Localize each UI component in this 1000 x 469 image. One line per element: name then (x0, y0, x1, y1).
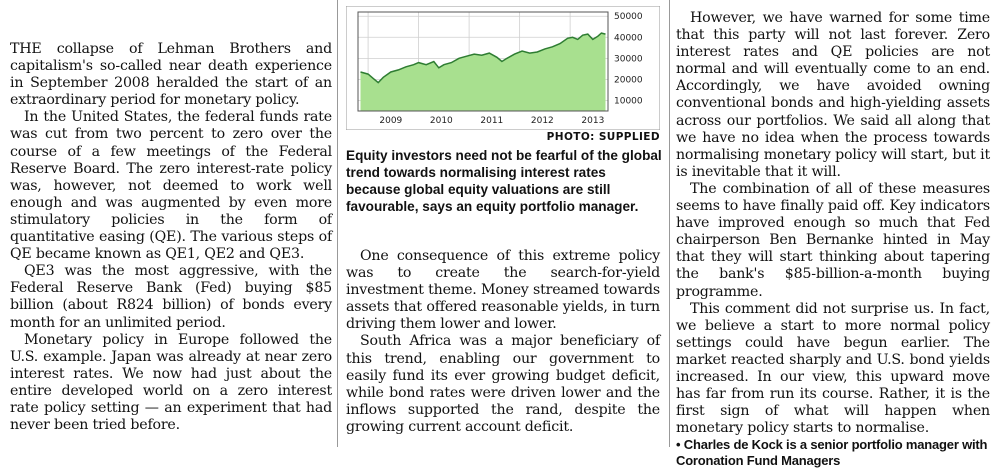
paragraph: One consequence of this extreme policy was to create the search-for-yield investment theme. Money streamed towards assets that offered reasonable yields, in turn driving them lower and lower. (346, 248, 660, 333)
paragraph: South Africa was a major beneficiary of this trend, enabling our government to easily fund its ever growing budget deficit, while bond rates were driven lower and the inflows supported the rand, despite the growing current account deficit. (346, 333, 660, 435)
paragraph: Monetary policy in Europe followed the U.S. example. Japan was already at near zero interest rates. We now had just about the entire developed world on a zero interest rate policy setting — an experiment that had never been tried before. (10, 331, 332, 434)
paragraph: In the United States, the federal funds rate was cut from two percent to zero over the course of a few meetings of the Federal Reserve Board. The zero interest-rate policy was, however, not deemed to work well enough and was augmented by even more stimulatory policies in the form of quantitative easing (QE). The various steps of QE became known as QE1, QE2 and QE3. (10, 109, 332, 263)
paragraph: However, we have warned for some time that this party will not last forever. Zero interest rates and QE policies are not normal and will eventually come to an end. Accordingly, we have avoided owning conventional bonds and high-yielding assets across our portfolios. We said all along that we have no idea when the process towards normalising monetary policy will start, but it is inevitable that it will. (676, 10, 990, 180)
y-tick-label: 20000 (614, 75, 643, 86)
x-tick-label: 2013 (581, 116, 605, 126)
column-divider (669, 0, 670, 447)
article-column-2 (346, 248, 660, 436)
y-tick-label: 50000 (614, 12, 643, 23)
y-tick-label: 10000 (614, 96, 643, 107)
x-tick-label: 2011 (480, 116, 504, 126)
paragraph: The combination of all of these measures seems to have finally paid off. Key indicators have improved enough so much that Fed chairperson Ben Bernanke hinted in May that they will start thinking about tapering the bank's $85-billion-a-month buying programme. (676, 180, 990, 300)
article-column-3 (676, 10, 990, 469)
y-tick-label: 40000 (614, 33, 643, 44)
x-tick-label: 2010 (429, 116, 453, 126)
photo-caption: Equity investors need not be fearful of the global trend towards normalising interest rates because global equity valuations are still favourable, says an equity portfolio manager. (346, 148, 662, 214)
paragraph: QE3 was the most aggressive, with the Federal Reserve Bank (Fed) buying $85 billion (about R824 billion) of bonds every month for an unlimited period. (10, 263, 332, 331)
equity-index-chart (346, 6, 660, 130)
paragraph: This comment did not surprise us. In fact, we believe a start to more normal policy settings could have begun earlier. The market reacted sharply and U.S. bond yields increased. In our view, this upward move has far from run its course. Rather, it is the first sign of what will happen when monetary policy starts to normalise. (676, 300, 990, 437)
column-divider (337, 0, 338, 447)
paragraph: THE collapse of Lehman Brothers and capitalism's so-called near death experience in September 2008 heralded the start of an extraordinary period for monetary policy. (10, 41, 332, 109)
y-tick-label: 30000 (614, 54, 643, 65)
article-column-1 (10, 41, 332, 434)
x-tick-label: 2012 (530, 116, 554, 126)
photo-credit: PHOTO: SUPPLIED (546, 131, 660, 143)
author-bio: • Charles de Kock is a senior portfolio manager with Coronation Fund Managers (676, 437, 988, 469)
x-tick-label: 2009 (379, 116, 403, 126)
